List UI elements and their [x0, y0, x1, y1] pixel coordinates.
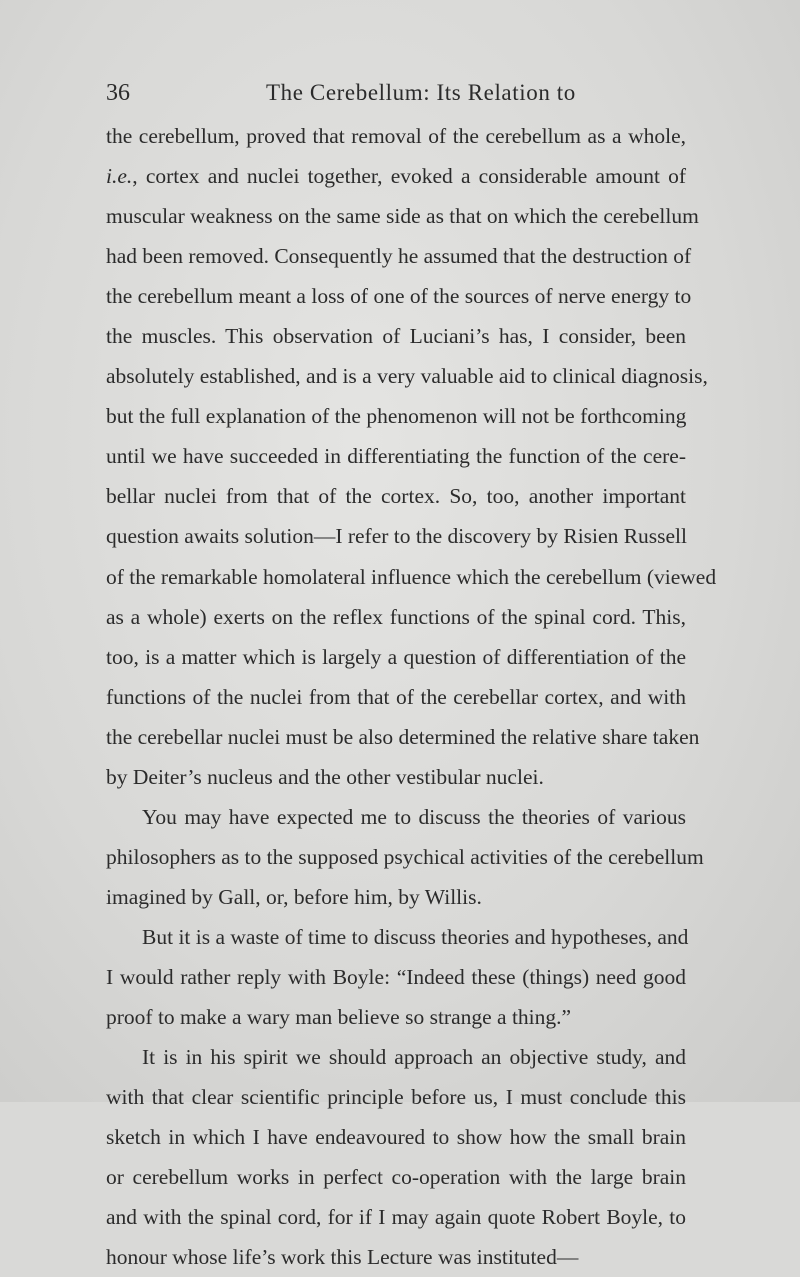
abbreviation-ie: i.e. — [106, 164, 133, 189]
text-line: You may have expected me to discuss the theories of various — [142, 804, 686, 829]
text-line: proof to make a wary man believe so strange a thing.” — [106, 1005, 572, 1030]
body-text — [106, 116, 717, 1277]
text-line: functions of the nuclei from that of the cerebellar cortex, and with — [106, 684, 686, 709]
text-line: the cerebellum, proved that removal of the cerebellum as a whole, — [106, 124, 686, 148]
page-number: 36 — [106, 80, 130, 106]
text-line: the muscles. This observation of Luciani’s has, I consider, been — [106, 324, 686, 349]
text-line: bellar nuclei from that of the cortex. So, too, another important — [106, 484, 686, 509]
running-head: The Cerebellum: Its Relation to — [266, 80, 576, 105]
text-line: of the remarkable homolateral influence which the cerebellum (viewed — [106, 564, 717, 589]
text-line: It is in his spirit we should approach an objective study, and — [142, 1045, 686, 1070]
text-line: the cerebellar nuclei must be also determined the relative share taken — [106, 724, 700, 749]
text-line: by Deiter’s nucleus and the other vestibular nuclei. — [106, 764, 544, 789]
text-line: too, is a matter which is largely a question of differentiation of the — [106, 644, 686, 669]
text-line: and with the spinal cord, for if I may again quote Robert Boyle, to — [106, 1205, 686, 1230]
text-line: or cerebellum works in perfect co-operation with the large brain — [106, 1165, 686, 1190]
text-line: i.e., cortex and nuclei together, evoked a considerable amount of — [106, 164, 686, 189]
text-line: had been removed. Consequently he assumed that the destruction of — [106, 244, 692, 269]
text-line: until we have succeeded in differentiating the function of the cere- — [106, 444, 686, 469]
text-line: I would rather reply with Boyle: “Indeed these (things) need good — [106, 964, 686, 989]
text-line: But it is a waste of time to discuss theories and hypotheses, and — [142, 924, 689, 949]
text-line: muscular weakness on the same side as that on which the cerebellum — [106, 204, 699, 229]
text-line: as a whole) exerts on the reflex functions of the spinal cord. This, — [106, 604, 686, 629]
text-line: question awaits solution—I refer to the discovery by Risien Russell — [106, 524, 688, 549]
text-line: imagined by Gall, or, before him, by Willis. — [106, 884, 482, 909]
text-line: philosophers as to the supposed psychical activities of the cerebellum — [106, 844, 704, 869]
page-header — [106, 80, 706, 110]
text-line: with that clear scientific principle before us, I must conclude this — [106, 1085, 686, 1110]
text-line: the cerebellum meant a loss of one of the sources of nerve energy to — [106, 284, 692, 309]
text-line: sketch in which I have endeavoured to show how the small brain — [106, 1125, 686, 1150]
text-line: but the full explanation of the phenomenon will not be forthcoming — [106, 404, 687, 429]
text-line: absolutely established, and is a very valuable aid to clinical diagnosis, — [106, 364, 708, 389]
text-line: honour whose life’s work this Lecture was instituted— — [106, 1245, 579, 1270]
